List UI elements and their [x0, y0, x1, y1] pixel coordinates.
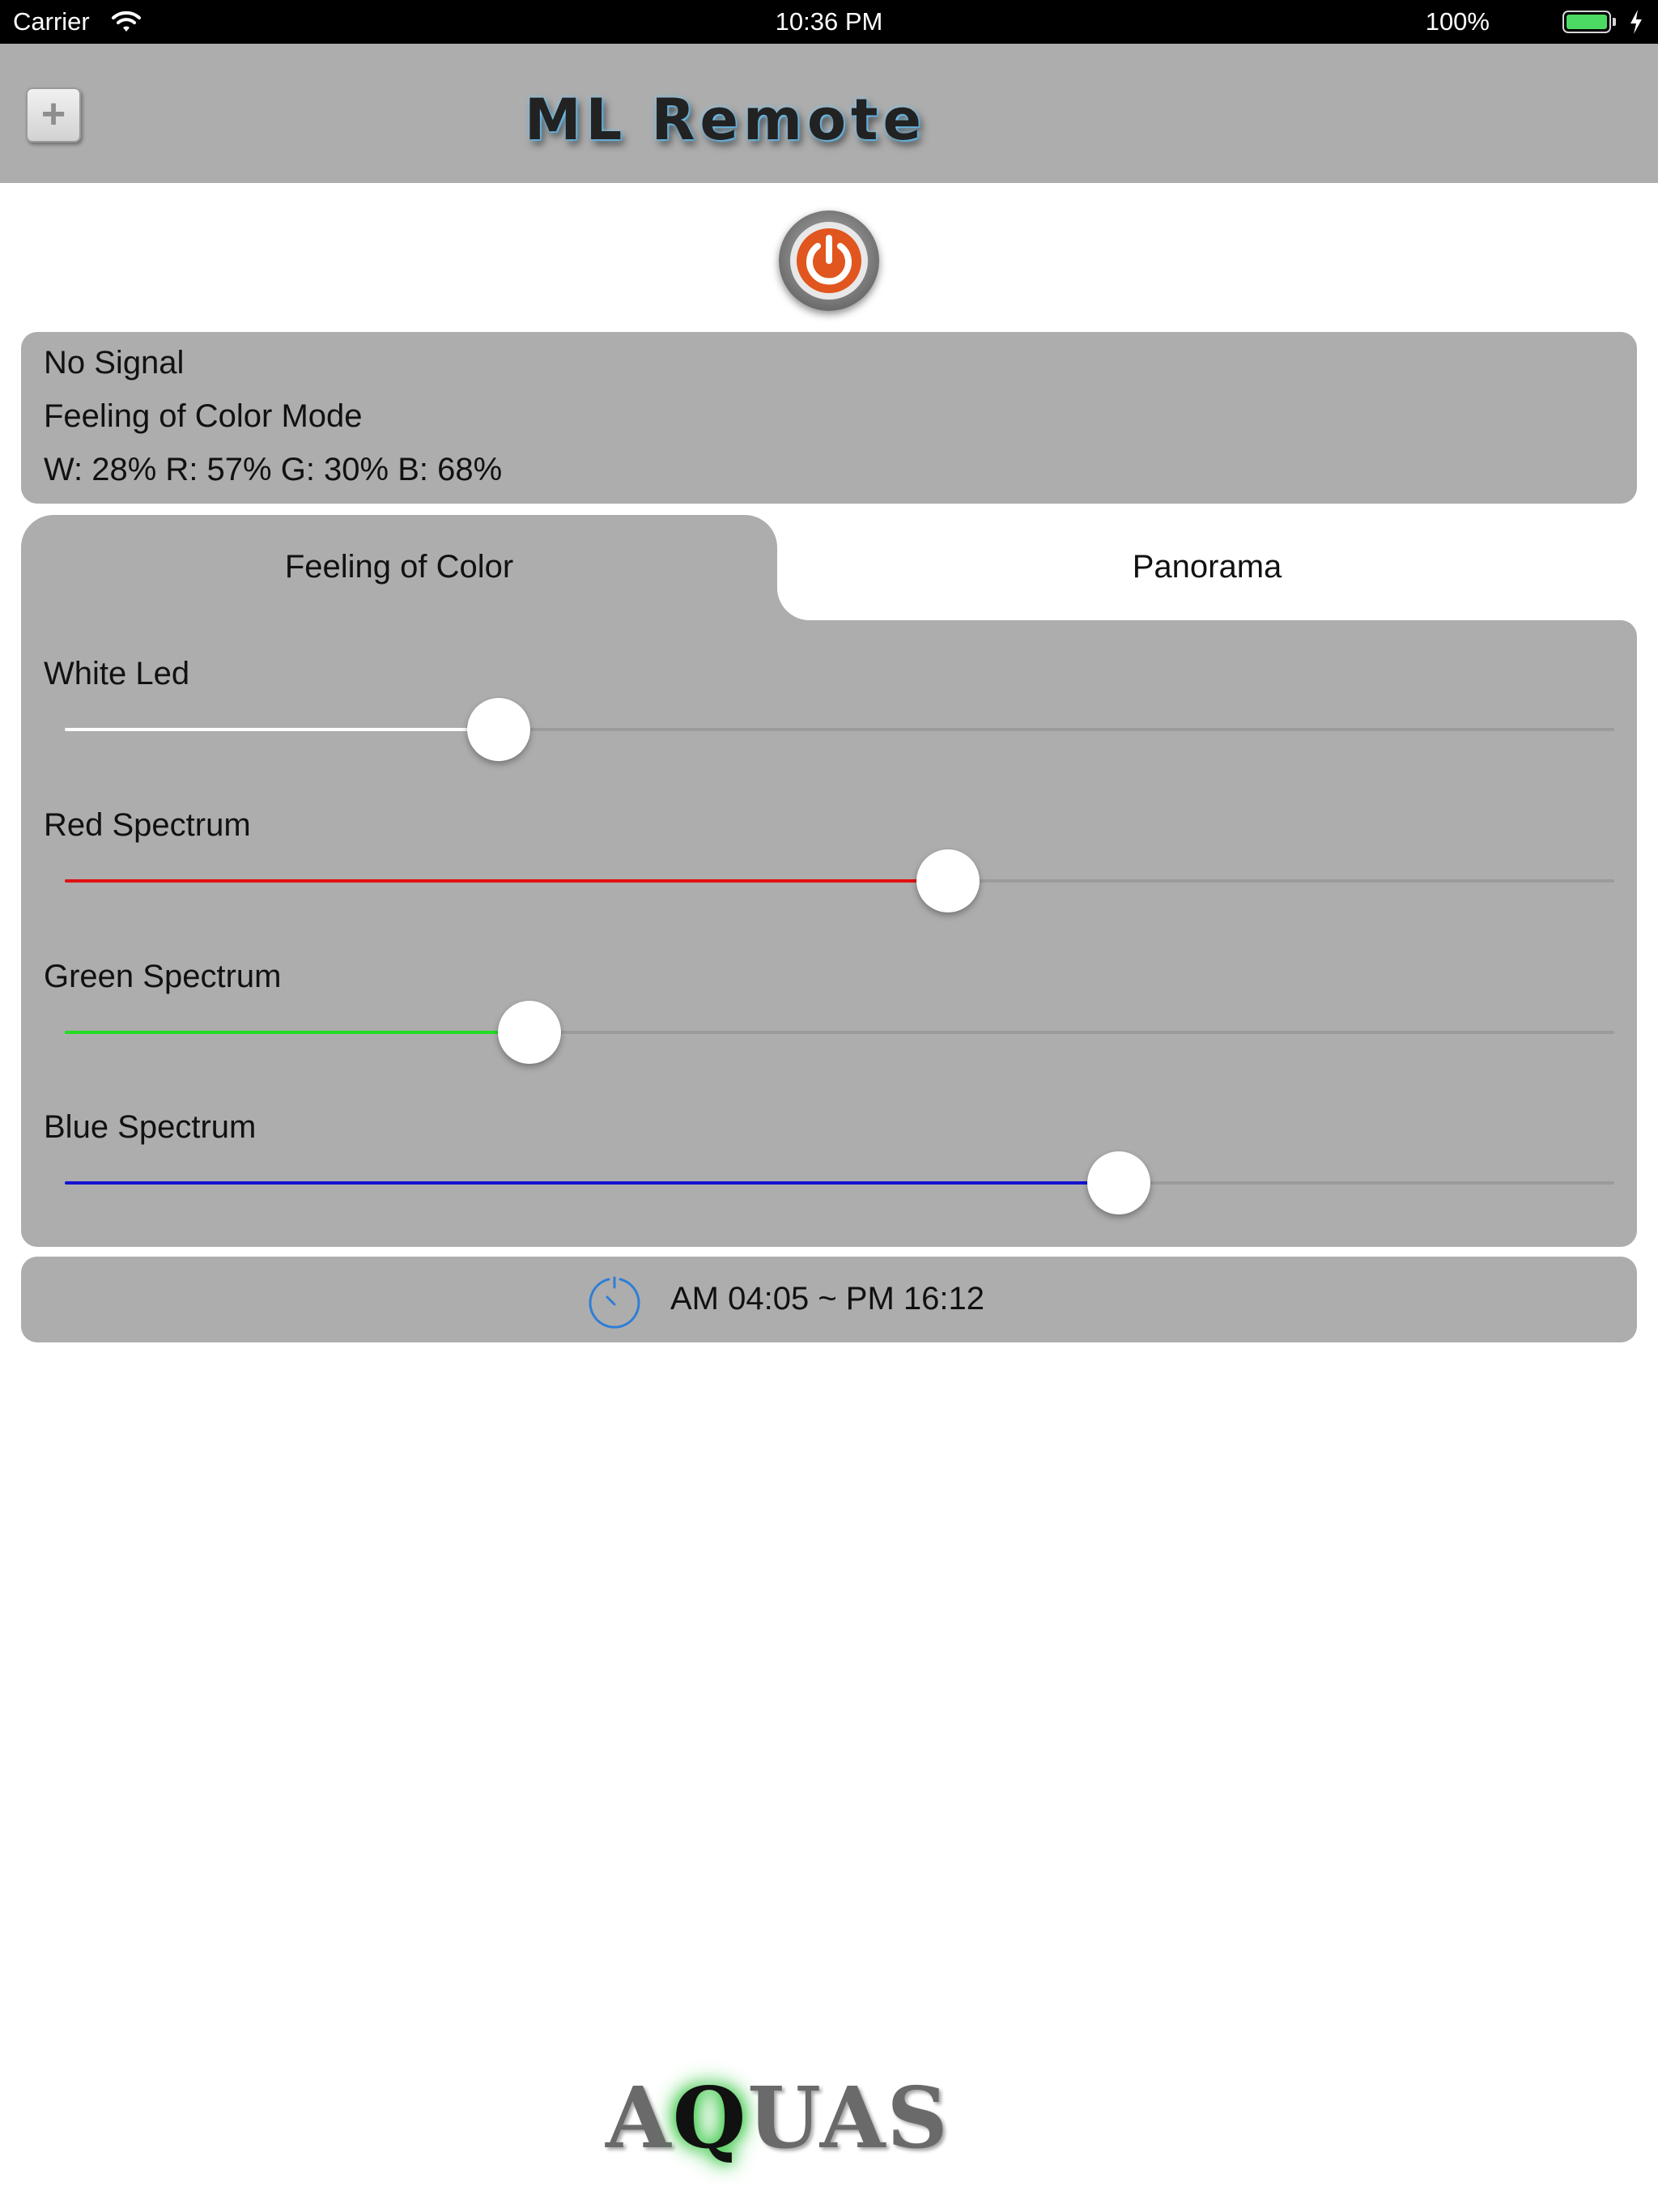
mode-status: Feeling of Color Mode	[44, 398, 363, 434]
slider-label-green: Green Spectrum	[44, 959, 282, 994]
slider-label-blue: Blue Spectrum	[44, 1109, 257, 1145]
color-sliders-panel	[21, 620, 1637, 1247]
status-time: 10:36 PM	[775, 7, 883, 36]
add-device-button[interactable]	[26, 87, 81, 143]
battery-percent: 100%	[1425, 7, 1490, 36]
device-status-panel	[21, 332, 1637, 504]
slider-label-white: White Led	[44, 656, 190, 691]
schedule-time-range: AM 04:05 ~ PM 16:12	[670, 1281, 985, 1317]
slider-label-red: Red Spectrum	[44, 807, 251, 843]
status-bar	[0, 0, 1658, 44]
schedule-timer-button[interactable]	[21, 1257, 1637, 1342]
levels-summary: W: 28% R: 57% G: 30% B: 68%	[44, 452, 503, 487]
white-led-slider[interactable]	[65, 728, 1614, 731]
battery-icon	[1562, 11, 1611, 33]
app-header	[0, 44, 1658, 183]
blue-spectrum-slider-fill	[65, 1181, 1119, 1185]
power-icon	[779, 211, 879, 311]
tab-panorama[interactable]	[777, 515, 1637, 620]
red-spectrum-slider[interactable]	[65, 879, 1614, 883]
green-spectrum-slider-fill	[65, 1031, 529, 1034]
white-led-slider-fill	[65, 728, 499, 731]
tab-feeling-of-color-label: Feeling of Color	[284, 549, 514, 585]
charging-bolt-icon	[1627, 8, 1645, 36]
brand-logo	[606, 2068, 1059, 2167]
green-spectrum-slider[interactable]	[65, 1031, 1614, 1034]
carrier-label: Carrier	[13, 7, 90, 36]
timer-icon	[586, 1274, 643, 1331]
green-spectrum-slider-thumb[interactable]	[498, 1001, 561, 1064]
red-spectrum-slider-thumb[interactable]	[916, 849, 980, 912]
signal-status: No Signal	[44, 345, 185, 381]
app-title-logo: ML Remote	[525, 87, 926, 153]
white-led-slider-thumb[interactable]	[467, 698, 530, 761]
tab-panorama-label: Panorama	[1132, 549, 1282, 585]
power-button[interactable]	[779, 211, 879, 311]
plus-icon: +	[40, 91, 66, 138]
brand-logo-text: AQUAS	[606, 2068, 950, 2167]
red-spectrum-slider-fill	[65, 879, 948, 883]
blue-spectrum-slider[interactable]	[65, 1181, 1614, 1185]
blue-spectrum-slider-thumb[interactable]	[1087, 1151, 1150, 1214]
